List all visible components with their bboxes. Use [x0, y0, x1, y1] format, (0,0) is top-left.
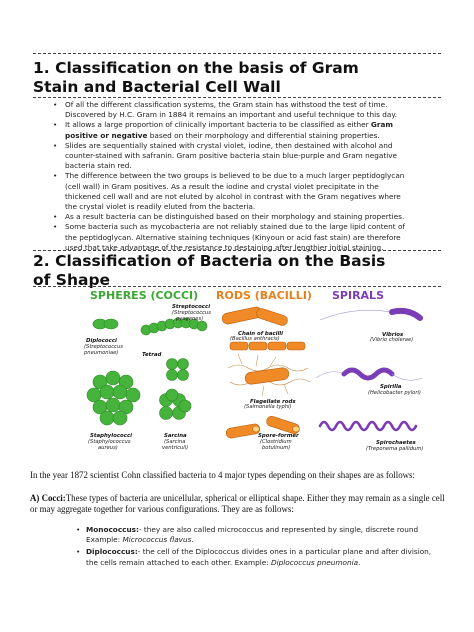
tetrad-illustration	[167, 359, 189, 381]
label-diplococci: Diplococci	[86, 338, 117, 344]
label-streptococci-sub2: pyogenes)	[176, 316, 204, 322]
list-item: • Some bacteria such as mycobacteria are not reliably stained due to the large lipid content of the peptidoglycan. Alternative staining techniques (Kinyoun or acid fast stain) are therefore used that take advantage of the resistance to destaining after lengthier initial staining.	[53, 222, 415, 253]
section2-heading-line2: of Shape	[33, 271, 111, 289]
spirilla-illustration	[316, 370, 422, 380]
label-diplococci-sub2: pneumoniae)	[84, 350, 119, 356]
label-chain-bacilli: Chain of bacilli	[238, 331, 284, 337]
label-spore-former-sub2: botulinum)	[262, 445, 291, 451]
label-spirilla-sub: (Helicobacter pylori)	[368, 390, 421, 396]
section1-heading	[33, 59, 443, 97]
dashed-rule	[33, 250, 441, 251]
list-item: • Monococcus:- they are also called micrococcus and represented by single, discrete round Example: Micrococcus flavus.	[76, 525, 436, 545]
figure-heading-rods: RODS (BACILLI)	[216, 289, 312, 302]
dashed-rule	[33, 53, 441, 54]
bacillus-rod-illustration	[221, 306, 289, 327]
figure-heading-spheres: SPHERES (COCCI)	[90, 289, 199, 302]
bacteria-shapes-figure	[80, 286, 440, 458]
label-vibrios-sub: (Vibrio cholerae)	[370, 337, 414, 343]
cocci-paragraph	[30, 493, 448, 515]
label-sarcina-sub2: ventriculi)	[162, 445, 189, 451]
label-sarcina: Sarcina	[164, 433, 187, 439]
list-item: • It allows a large proportion of clinically important bacteria to be classified as either Gram positive or negative based on their morphology and differential staining properties.	[53, 120, 415, 140]
section1-heading-line1: 1. Classification on the basis of Gram	[33, 59, 359, 77]
label-tetrad: Tetrad	[142, 352, 162, 358]
section2-heading	[33, 252, 443, 290]
list-item: • The difference between the two groups is believed to be due to a much larger peptidoglycan (cell wall) in Gram positives. As a result the iodine and crystal violet precipitate in the thickened cell wall and are not eluted by alcohol in contrast with the Gram negatives where the crystal violet is readily eluted from the bacteria.	[53, 171, 415, 212]
label-staphylococci-sub: (Staphylococcus	[88, 439, 131, 445]
section1-heading-line2: Stain and Bacterial Cell Wall	[33, 78, 281, 96]
cocci-types-list	[76, 525, 436, 570]
vibrio-illustration	[320, 310, 420, 320]
list-item: • As a result bacteria can be distinguished based on their morphology and staining properties.	[53, 212, 415, 222]
spirochaetes-illustration	[320, 422, 416, 430]
label-staphylococci: Staphylococci	[90, 433, 132, 439]
staphylococci-illustration	[87, 371, 140, 425]
label-sarcina-sub: (Sarcina	[164, 439, 186, 445]
label-flagellate-rods: Flagellate rods	[250, 399, 296, 405]
intro-paragraph: In the year 1872 scientist Cohn classified bacteria to 4 major types depending on their shapes are as follows:	[30, 470, 415, 480]
cocci-label: A) Cocci:	[30, 493, 66, 503]
label-staphylococci-sub2: aureus)	[98, 445, 118, 451]
label-flagellate-rods-sub: (Salmonella typhi)	[244, 404, 292, 410]
dashed-rule	[33, 97, 441, 98]
chain-of-bacilli-illustration	[230, 342, 305, 350]
label-spore-former-sub: (Clostridium	[260, 439, 292, 445]
label-diplococci-sub: (Streptococcus	[84, 344, 123, 350]
list-item: • Slides are sequentially stained with crystal violet, iodine, then destained with alcohol and counter-stained with safranin. Gram positive bacteria stain blue-purple and Gram negative bacteria stain red.	[53, 141, 415, 172]
cocci-text: These types of bacteria are unicellular, spherical or elliptical shape. Either they may remain as a single cell or may aggregate together for various configurations. They are as follows:	[30, 493, 445, 514]
flagellate-rods-illustration	[228, 354, 310, 396]
list-item: • Of all the different classification systems, the Gram stain has withstood the test of time. Discovered by H.C. Gram in 1884 it remains an important and useful technique to this day.	[53, 100, 415, 120]
label-spirochaetes: Spirochaetes	[376, 440, 416, 446]
section1-bullet-list	[53, 100, 415, 253]
label-spirilla: Spirilla	[380, 384, 402, 390]
label-streptococci: Streptococci	[172, 304, 211, 310]
sarcina-illustration	[160, 389, 192, 420]
figure-heading-spirals: SPIRALS	[332, 289, 384, 302]
list-item: • Diplococcus:- the cell of the Diplococcus divides ones in a particular plane and after division, the cells remain attached to each other. Example: Diplococcus pneumonia.	[76, 547, 436, 567]
label-chain-bacilli-sub: (Bacillus anthracis)	[230, 336, 280, 342]
section2-heading-line1: 2. Classification of Bacteria on the Basis	[33, 252, 386, 270]
label-spirochaetes-sub: (Treponema pallidum)	[366, 446, 424, 452]
label-streptococci-sub: (Streptococcus	[172, 310, 211, 316]
label-spore-former: Spore-former	[258, 433, 299, 439]
label-vibrios: Vibrios	[382, 332, 404, 338]
diplococci-illustration	[93, 319, 118, 329]
